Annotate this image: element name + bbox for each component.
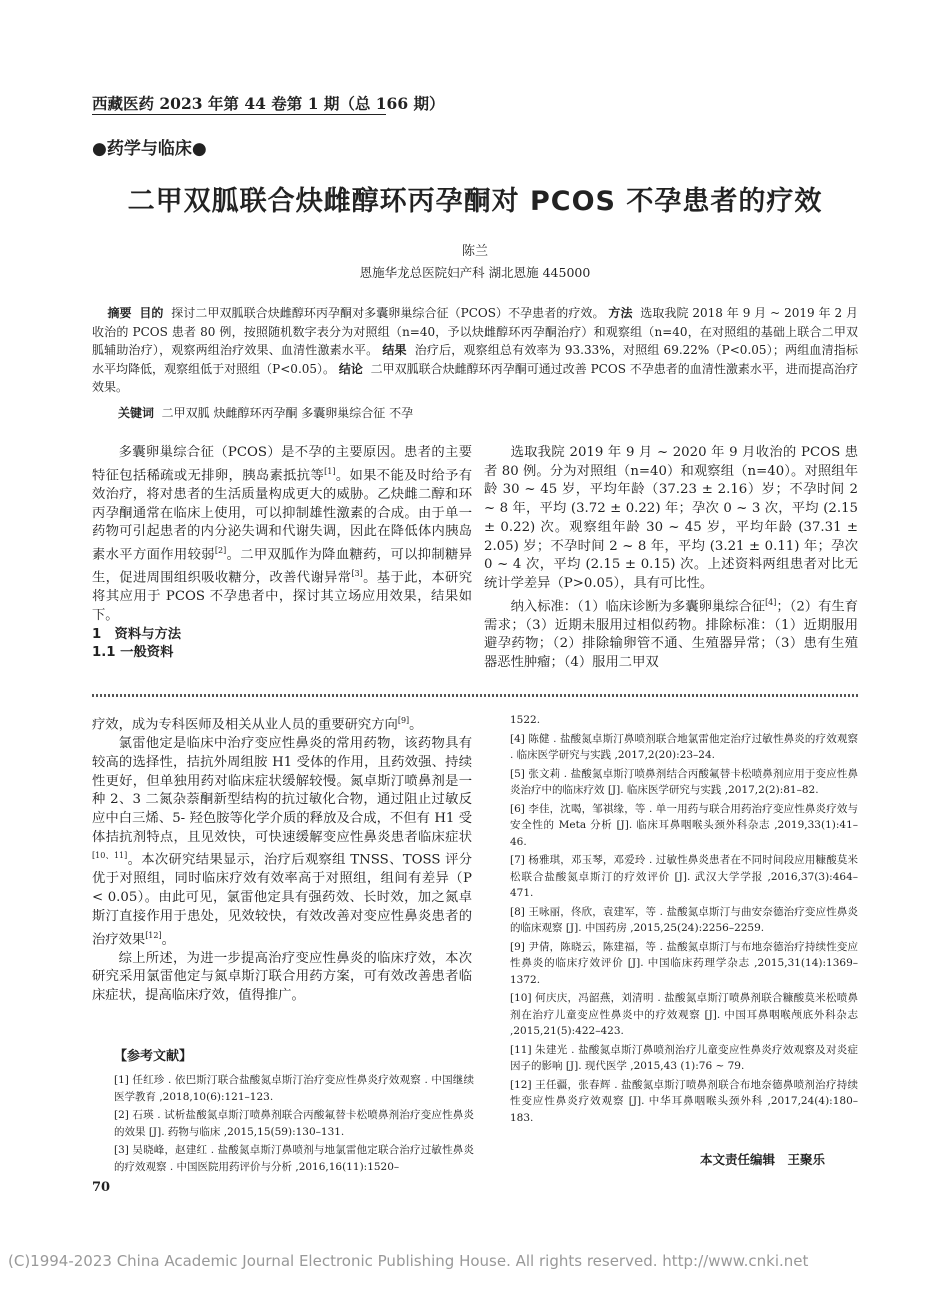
discussion-text-a: 氯雷他定是临床中治疗变应性鼻炎的常用药物，该药物具有较高的选择性，拮抗外周组胺 H1 受体的作用，且药效强、持续性更好，但单独用药对临床症状缓解较慢。氮卓斯汀喷鼻剂是一种 2、3 二氮杂萘酮新型结构的抗过敏化合物，通过阻止过敏反应中白三烯、5- 羟色胺等化学介质的释放及合成，不但有 H1 受体拮抗剂特点，且见效快，可快速缓解变应性鼻炎患者临床症状 xyxy=(92,736,472,845)
intro-paragraph xyxy=(92,444,472,626)
page-divider xyxy=(92,694,858,697)
conclusion-paragraph: 综上所述，为进一步提高治疗变应性鼻炎的临床疗效，本次研究采用氯雷他定与氮卓斯汀联合用药方案，可有效改善患者临床症状，提高临床疗效，值得推广。 xyxy=(92,950,472,1004)
citation: [4] xyxy=(765,597,777,607)
references-title: 【参考文献】 xyxy=(114,1049,193,1064)
conclusion-label: 结论 xyxy=(338,361,363,376)
purpose-label: 目的 xyxy=(139,306,164,320)
continued-paragraph xyxy=(92,712,472,735)
reference-item: [2] 石瑛 . 试析盐酸氮卓斯汀喷鼻剂联合丙酸氟替卡松喷鼻剂治疗变应性鼻炎的效果 [J]. 药物与临床 ,2015,15(59):130–131. xyxy=(114,1109,474,1138)
heading-general-data: 1.1 一般资料 xyxy=(92,645,174,661)
body-right-column-top xyxy=(484,444,858,673)
keywords-text: 二甲双胍 炔雌醇环丙孕酮 多囊卵巢综合征 不孕 xyxy=(161,406,414,420)
discussion-paragraph xyxy=(92,735,472,950)
reference-item: [8] 王咏丽，佟欣，袁建军，等 . 盐酸氮卓斯汀与曲安奈德治疗变应性鼻炎的临床观察 [J]. 中国药房 ,2015,25(24):2256–2259. xyxy=(510,905,858,934)
citation: [3] xyxy=(351,569,363,579)
cont-text-end: 。 xyxy=(409,717,423,733)
citation: [1] xyxy=(324,466,336,476)
method-label: 方法 xyxy=(608,306,633,320)
abstract-conclusion: 二甲双胍联合炔雌醇环丙孕酮可通过改善 PCOS 不孕患者的血清性激素水平，进而提高治疗效果。 xyxy=(92,361,858,394)
intro-text-c: 。二甲双胍作为降血糖药，可以抑制糖异生，促进周围组织吸收糖分，改善代谢异常 xyxy=(92,547,473,586)
reference-item: 1522. xyxy=(510,714,541,726)
page-number: 70 xyxy=(92,1180,111,1195)
reference-item: [6] 李佳，沈喝，邹祺缘，等 . 单一用药与联合用药治疗变应性鼻炎疗效与安全性的 Meta 分析 [J]. 临床耳鼻咽喉头颈外科杂志 ,2019,33(1):41–46. xyxy=(510,802,858,848)
reference-item: [12] 王任疆，张春辉 . 盐酸氮卓斯汀喷鼻剂联合布地奈德鼻喷剂治疗持续性变应性鼻炎疗效观察 [J]. 中华耳鼻咽喉头颈外科 ,2017,24(4):180–183. xyxy=(510,1078,858,1124)
criteria-paragraph xyxy=(484,594,858,673)
abstract xyxy=(92,304,858,397)
abstract-label: 摘要 xyxy=(107,306,132,320)
reference-item: [7] 杨雅琪，邓玉琴，邓爱玲 . 过敏性鼻炎患者在不同时间段应用糠酸莫米松联合盐酸氮卓斯汀的疗效评价 [J]. 武汉大学学报 ,2016,37(3):464–471. xyxy=(510,854,858,899)
intro-text-b: 。如果不能及时给予有效治疗，将对患者的生活质量构成更大的威胁。乙炔雌二醇和环丙孕酮通常在临床上使用，可以抑制雄性激素的合成。由于单一药物可引起患者的内分泌失调和代谢失调，因此在降低体内胰岛素水平方面作用较弱 xyxy=(92,468,473,563)
discussion-text-b: 。本次研究结果显示，治疗后观察组 TNSS、TOSS 评分优于对照组，同时临床疗效有效率高于对照组，组间有差异（P < 0.05）。由此可见，氯雷他定具有强药效、长时效，加之氮卓斯汀直接作用于患处，见效较快，有效改善对变应性鼻炎患者的治疗效果 xyxy=(92,852,472,947)
citation: [12] xyxy=(145,930,162,940)
criteria-text-b: ；（2）有生育需求；（3）近期未服用过相似药物。排除标准：（1）近期服用避孕药物；（2）排除输卵管不通、生殖器异常；（3）患有生殖器恶性肿瘤；（4）服用二甲双 xyxy=(484,599,859,671)
heading-methods: 1 资料与方法 xyxy=(92,626,182,642)
reference-item: [3] 吴晓峰，赵建红 . 盐酸氮卓斯汀鼻喷剂与地氯雷他定联合治疗过敏性鼻炎的疗效观察 . 中国医院用药评价与分析 ,2016,16(11):1520– xyxy=(114,1144,474,1173)
reference-item: [5] 张文莉 . 盐酸氮卓斯汀喷鼻剂结合丙酸氟替卡松喷鼻剂应用于变应性鼻炎治疗中的临床疗效 [J]. 临床医学研究与实践 ,2017,2(2):81–82. xyxy=(510,767,858,796)
section-label: ●药学与临床● xyxy=(92,139,207,159)
reference-item: [9] 尹倩，陈晓云，陈建福，等 . 盐酸氮卓斯汀与布地奈德治疗持续性变应性鼻炎的临床疗效评价 [J]. 中国临床药理学杂志 ,2015,31(14):1369–1372. xyxy=(510,940,858,986)
keywords xyxy=(118,404,413,421)
citation: [2] xyxy=(214,545,227,555)
journal-header: 西藏医药 2023 年第 44 卷第 1 期（总 166 期） xyxy=(92,94,445,113)
abstract-purpose: 探讨二甲双胍联合炔雌醇环丙孕酮对多囊卵巢综合征（PCOS）不孕患者的疗效。 xyxy=(171,306,605,320)
abstract-result: 治疗后，观察组总有效率为 93.33%，对照组 69.22%（P<0.05）；两组血清指标水平均降低，观察组低于对照组（P<0.05）。 xyxy=(92,343,858,376)
body-left-column-bottom xyxy=(92,712,472,1006)
references-right xyxy=(510,712,858,1128)
intro-text-a: 多囊卵巢综合征（PCOS）是不孕的主要原因。患者的主要特征包括稀疏或无排卵，胰岛素抵抗等 xyxy=(92,445,472,484)
article-title: 二甲双胍联合炔雌醇环丙孕酮对 PCOS 不孕患者的疗效 xyxy=(127,186,823,217)
discussion-text-c: 。 xyxy=(161,932,175,947)
reference-item: [1] 任红珍 . 依巴斯汀联合盐酸氮卓斯汀治疗变应性鼻炎疗效观察 . 中国继续医学教育 ,2018,10(6):121–123. xyxy=(114,1074,474,1103)
affiliation: 恩施华龙总医院妇产科 湖北恩施 445000 xyxy=(359,265,591,280)
citation: [10、11] xyxy=(92,851,128,861)
reference-item: [11] 朱建光 . 盐酸氮卓斯汀鼻喷剂治疗儿童变应性鼻炎疗效观察及对炎症因子的影响 [J]. 现代医学 ,2015,43 (1):76 ~ 79. xyxy=(510,1043,858,1072)
intro-text-d: 。基于此，本研究将其应用于 PCOS 不孕患者中，探讨其立场应用效果，结果如下。 xyxy=(92,570,473,623)
keywords-label: 关键词 xyxy=(118,406,155,420)
header-underline xyxy=(92,114,386,115)
author: 陈兰 xyxy=(461,244,488,259)
reference-item: [4] 陈健 . 盐酸氮卓斯汀鼻喷剂联合地氯雷他定治疗过敏性鼻炎的疗效观察 . 临床医学研究与实践 ,2017,2(20):23–24. xyxy=(510,732,858,761)
citation: [9] xyxy=(397,716,410,725)
result-label: 结果 xyxy=(382,343,407,357)
criteria-text-a: 纳入标准：（1）临床诊断为多囊卵巢综合征 xyxy=(510,599,766,615)
copyright-watermark: (C)1994-2023 China Academic Journal Electronic Publishing House. All rights reserved. http://www.cnki.net xyxy=(8,1252,809,1270)
responsible-editor: 本文责任编辑 王聚乐 xyxy=(700,1152,826,1167)
cont-text: 疗效，成为专科医师及相关从业人员的重要研究方向 xyxy=(92,717,398,733)
reference-item: [10] 何庆庆，冯韶燕，刘清明 . 盐酸氮卓斯汀喷鼻剂联合糠酸莫米松喷鼻剂在治疗儿童变应性鼻炎中的疗效观察 [J]. 中国耳鼻咽喉颅底外科杂志 ,2015,21(5):422–423. xyxy=(510,992,858,1037)
references-left xyxy=(114,1072,474,1177)
abstract-method: 选取我院 2018 年 9 月 ~ 2019 年 2 月收治的 PCOS 患者 80 例，按照随机数字表分为对照组（n=40，予以炔雌醇环丙孕酮治疗）和观察组（n=40，在对照组的基础上联合二甲双胍辅助治疗），观察两组治疗效果、血清性激素水平。 xyxy=(92,306,858,357)
body-left-column-top xyxy=(92,444,472,663)
general-data-paragraph: 选取我院 2019 年 9 月 ~ 2020 年 9 月收治的 PCOS 患者 80 例。分为对照组（n=40）和观察组（n=40）。对照组年龄 30 ~ 45 岁，平均年龄（37.23 ± 2.16）岁；不孕时间 2 ~ 8 年，平均 (3.72 ± 0.22) 年；孕次 0 ~ 3 次，平均 (2.15 ± 0.22) 次。观察组年龄 30 ~ 45 岁，平均年龄 (37.31 ± 2.05) 岁；不孕时间 2 ~ 8 年，平均 (3.21 ± 0.11) 年；孕次 0 ~ 4 次，平均 (2.15 ± 0.15) 次。上述资料两组患者对比无统计学差异（P>0.05），具有可比性。 xyxy=(484,445,858,591)
